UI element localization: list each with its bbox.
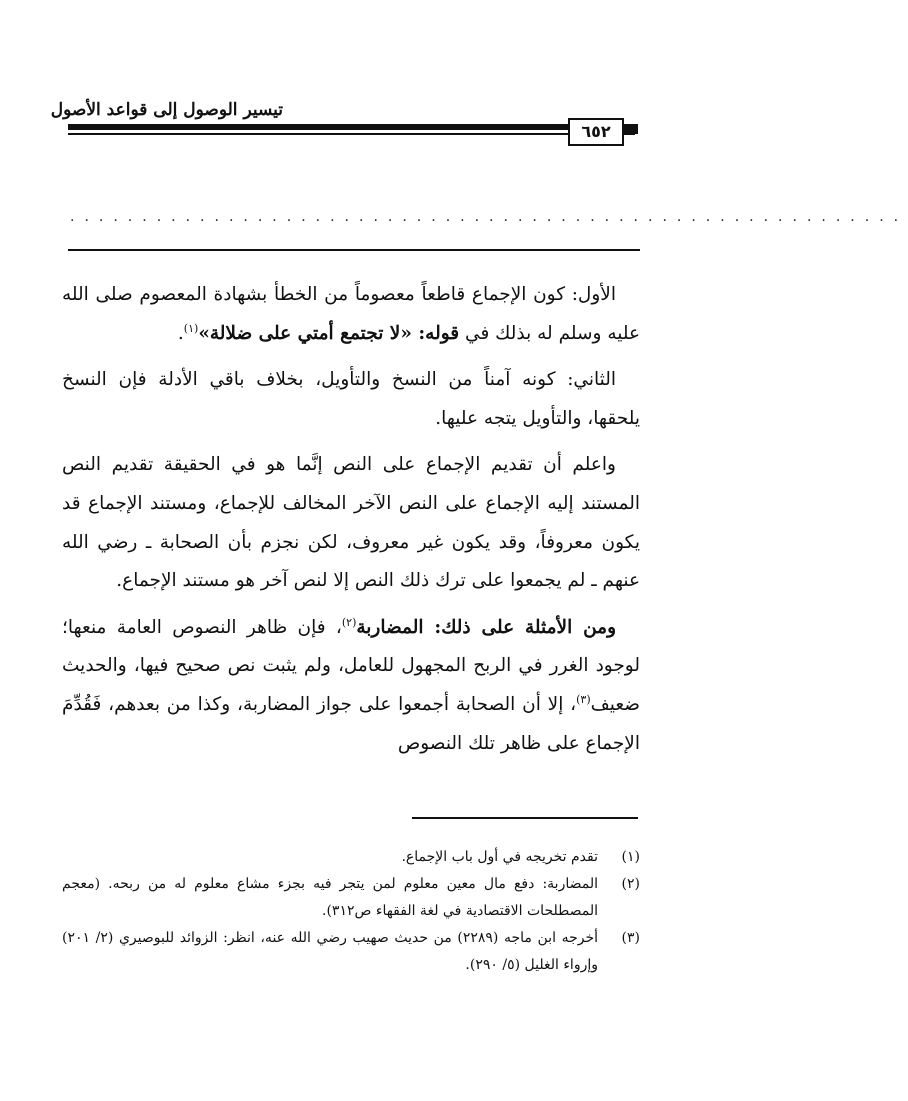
footnote-ref: (٢): [341, 615, 357, 629]
hadith-quote: قوله: «لا تجتمع أمتي على ضلالة»: [198, 322, 460, 344]
footnote-number: (٣): [621, 930, 640, 946]
page-number-bar: [622, 124, 638, 134]
paragraph-clarification: واعلم أن تقديم الإجماع على النص إنَّما هو في الحقيقة تقديم النص المستند إليه الإجماع على النص الآخر المخالف للإجماع، ومستند الإجماع قد يكون معروفاً، وقد يكون غير معروف، لكن نجزم بأن الصحابة ـ رضي الله عنهم ـ لم يجمعوا على ترك ذلك النص إلا لنص آخر هو مستند الإجماع.: [62, 454, 641, 592]
footnote-number: (٢): [621, 876, 640, 892]
main-text: [62, 276, 640, 771]
footnote-ref: (١): [183, 321, 199, 335]
paragraph-text: ، فإن ظاهر النصوص العامة منعها؛ لوجود الغرر في الربح المجهول للعامل، ولم يثبت نص صحيح فيها، والحديث ضعيف: [62, 616, 640, 715]
footnote-item: [62, 925, 640, 979]
header-rule-thin: [68, 133, 635, 135]
book-title: تيسير الوصول إلى قواعد الأصول: [50, 100, 283, 120]
paragraph-text: الأول: كون الإجماع قاطعاً معصوماً من الخطأ بشهادة المعصوم صلى الله عليه وسلم له بذلك في: [62, 284, 640, 344]
header-rule-thick: [68, 124, 635, 130]
paragraph-example: [62, 609, 640, 763]
footnote-text: تقدم تخريجه في أول باب الإجماع.: [401, 849, 598, 865]
paragraph-text: ، إلا أن الصحابة أجمعوا على جواز المضاربة، وكذا من بعدهم، فَقُدِّمَ الإجماع على ظاهر تلك النصوص: [62, 693, 640, 754]
paragraph-second-reason: الثاني: كونه آمناً من النسخ والتأويل، بخلاف باقي الأدلة فإن النسخ يلحقها، والتأويل يتجه عليها.: [62, 369, 640, 429]
top-rule: [68, 249, 640, 251]
footnote-text: أخرجه ابن ماجه (٢٢٨٩) من حديث صهيب رضي الله عنه، انظر: الزوائد للبوصيري (٢/ ٢٠١) وإرواء الغليل (٥/ ٢٩٠).: [62, 930, 598, 973]
footnote-item: [62, 871, 640, 925]
example-heading: ومن الأمثلة على ذلك: المضاربة: [356, 616, 616, 638]
paragraph-text: .: [177, 322, 184, 344]
footnotes: [62, 844, 640, 979]
footnote-separator: [412, 817, 638, 819]
dotted-separator: ..........................................................: [70, 209, 908, 225]
footnote-text: المضاربة: دفع مال معين معلوم لمن يتجر فيه بجزء مشاع معلوم له من ربحه. (معجم المصطلحات الاقتصادية في لغة الفقهاء ص٣١٢).: [62, 876, 598, 919]
page-number: ٦٥٢: [568, 118, 624, 146]
footnote-ref: (٣): [576, 692, 591, 706]
footnote-item: [62, 844, 640, 871]
footnote-number: (١): [621, 849, 640, 865]
paragraph-first-reason: [62, 276, 640, 353]
